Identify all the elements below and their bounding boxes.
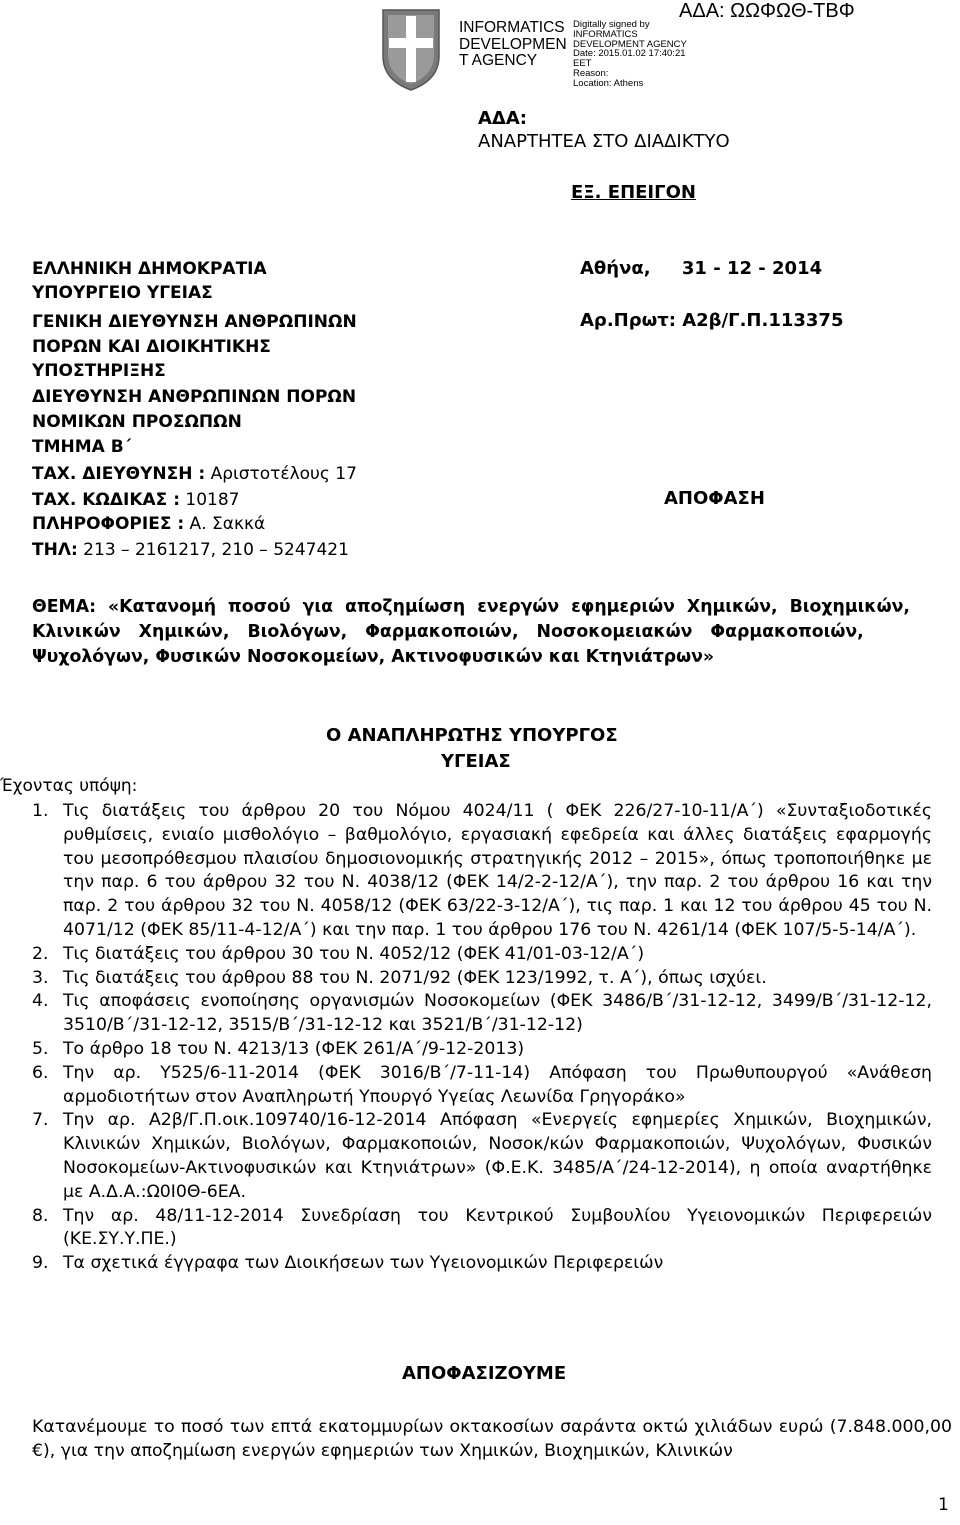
list-item-number: 6. [32,1062,49,1083]
list-item-text: Την αρ. Υ525/6-11-2014 (ΦΕΚ 3016/Β΄/7-11-14) Απόφαση του Πρωθυπουργού «Ανάθεση αρμοδιοτήτων στον Αναπληρωτή Υπουργό Υγείας Λεωνίδα Γρηγοράκο» [63,1062,932,1107]
postcode-line [32,488,240,512]
list-item-text: Την αρ. 48/11-12-2014 Συνεδρίαση του Κεντρικού Συμβουλίου Υγειονομικών Περιφερειών (ΚΕ.ΣΥ.Υ.ΠΕ.) [63,1205,932,1250]
list-item [32,1205,932,1253]
info-label: ΠΛΗΡΟΦΟΡΙΕΣ : [32,514,185,534]
protocol-number: Αρ.Πρωτ: Α2β/Γ.Π.113375 [580,310,844,331]
decision-text: Κατανέμουμε το ποσό των επτά εκατομμυρίων οκτακοσίων σαράντα οκτώ χιλιάδων ευρώ (7.848.000,00 €), για την αποζημίωση ενεργών εφημεριών των Χημικών, Βιοχημικών, Κλινικών [32,1417,952,1461]
list-item [32,1062,932,1110]
ada-code-top: ΑΔΑ: ΩΩΦΩΘ-ΤΒΦ [679,0,855,22]
list-item-number: 1. [32,801,49,821]
phone-line [32,538,349,562]
address-value: Αριστοτέλους 17 [205,464,357,484]
list-item-number: 8. [32,1205,49,1226]
considering-label: Έχοντας υπόψη: [0,776,138,796]
phone-value: 213 – 2161217, 210 – 5247421 [77,540,349,560]
sender-line: ΥΠΟΥΡΓΕΙΟ ΥΓΕΙΑΣ [32,283,213,303]
postcode-label: ΤΑΧ. ΚΩΔΙΚΑΣ : [32,490,181,510]
list-item-number: 4. [32,991,49,1012]
list-item [32,943,932,967]
subject-line: Ψυχολόγων, Φυσικών Νοσοκομείων, Ακτινοφυσικών και Κτηνιάτρων» [32,647,715,667]
sender-line: ΤΜΗΜΑ Β΄ [32,437,132,457]
list-item [32,1252,932,1276]
list-item-text: Το άρθρο 18 του Ν. 4213/13 (ΦΕΚ 261/Α΄/9-12-2013) [63,1038,525,1059]
sender-line: ΥΠΟΣΤΗΡΙΞΗΣ [32,361,166,381]
digital-signature-details: Digitally signed by INFORMATICS DEVELOPMENT AGENCY Date: 2015.01.02 17:40:21 EET Reason: Location: Athens [573,19,687,89]
publish-note: ΑΝΑΡΤΗΤΕΑ ΣΤΟ ΔΙΑΔΙΚΤΥΟ [478,131,730,152]
page-number: 1 [938,1495,949,1515]
sender-line: ΕΛΛΗΝΙΚΗ ΔΗΜΟΚΡΑΤΙΑ [32,259,267,279]
list-item [32,990,932,1038]
sender-line: ΝΟΜΙΚΩΝ ΠΡΟΣΩΠΩΝ [32,412,242,432]
list-item-number: 7. [32,1110,49,1131]
list-item [32,967,932,991]
list-item-text: Τα σχετικά έγγραφα των Διοικήσεων των Υγειονομικών Περιφερειών [63,1253,664,1274]
sender-line: ΔΙΕΥΘΥΝΣΗ ΑΝΘΡΩΠΙΝΩΝ ΠΟΡΩΝ [32,387,357,407]
address-label: ΤΑΧ. ΔΙΕΥΘΥΝΣΗ : [32,464,206,484]
postcode-value: 10187 [180,490,240,510]
urgent-label: ΕΞ. ΕΠΕΙΓΟΝ [571,182,696,203]
sender-line: ΠΟΡΩΝ ΚΑΙ ΔΙΟΙΚΗΤΙΚΗΣ [32,337,271,357]
info-value: Α. Σακκά [184,514,266,534]
address-line [32,462,357,486]
authority-title: Ο ΑΝΑΠΛΗΡΩΤΗΣ ΥΠΟΥΡΓΟΣ [326,725,618,746]
phone-label: ΤΗΛ: [32,540,78,560]
list-item-text: Τις διατάξεις του άρθρου 30 του Ν. 4052/12 (ΦΕΚ 41/01-03-12/Α΄) [63,943,645,964]
list-item-text: Τις αποφάσεις ενοποίησης οργανισμών Νοσοκομείων (ΦΕΚ 3486/Β΄/31-12-12, 3499/Β΄/31-12-12, 3510/Β΄/31-12-12, 3515/Β΄/31-12-12 και 3521/Β΄/31-12-12) [63,991,932,1036]
greek-coat-of-arms-emblem [377,4,445,92]
decision-heading: ΑΠΟΦΑΣΙΖΟΥΜΕ [402,1363,567,1384]
sender-line: ΓΕΝΙΚΗ ΔΙΕΥΘΥΝΣΗ ΑΝΘΡΩΠΙΝΩΝ [32,312,357,332]
list-item-number: 2. [32,943,49,964]
authority-ministry: ΥΓΕΙΑΣ [441,751,511,772]
subject-line: Κλινικών Χημικών, Βιολόγων, Φαρμακοποιών, Νοσοκομειακών Φαρμακοποιών, [32,622,864,642]
list-item [32,1038,932,1062]
place-date: Αθήνα, 31 - 12 - 2014 [580,258,823,279]
digital-signature-name: INFORMATICS DEVELOPMEN T AGENCY [459,19,567,69]
ada-label: ΑΔΑ: [478,108,527,129]
list-item-number: 3. [32,967,49,988]
list-item-text: Την αρ. Α2β/Γ.Π.οικ.109740/16-12-2014 Απόφαση «Ενεργείς εφημερίες Χημικών, Βιοχημικών, Κλινικών Χημικών, Βιολόγων, Φαρμακοποιών, Νοσοκ/κών Φαρμακοποιών, Ψυχολόγων, Φυσικών Νοσοκομείων-Ακτινοφυσικών και Κτηνιάτρων» (Φ.Ε.Κ. 3485/Α΄/24-12-2014), η οποία αναρτήθηκε με Α.Δ.Α.:Ω0Ι0Θ-6ΕΑ. [63,1110,932,1202]
list-item [32,1109,932,1204]
list-item-number: 5. [32,1038,49,1059]
subject-line: ΘΕΜΑ: «Κατανομή ποσού για αποζημίωση ενεργών εφημεριών Χημικών, Βιοχημικών, [32,597,910,617]
list-item-text: Τις διατάξεις του άρθρου 20 του Νόμου 4024/11 ( ΦΕΚ 226/27-10-11/Α΄) «Συνταξιοδοτικές ρυθμίσεις, ενιαίο μισθολόγιο – βαθμολόγιο, εργασιακή εφεδρεία και άλλες διατάξεις εφαρμογής του μεσοπρόθεσμου πλαισίου δημοσιονομικής στρατηγικής 2012 – 2015», όπως τροποποιήθηκε με την παρ. 6 του άρθρου 32 του Ν. 4038/12 (ΦΕΚ 14/2-2-12/Α΄), την παρ. 2 του άρθρου 16 και την παρ. 2 του άρθρου 32 του Ν. 4058/12 (ΦΕΚ 63/22-3-12/Α΄), τις παρ. 1 και 12 του άρθρου 45 του Ν. 4071/12 (ΦΕΚ 85/11-4-12/Α΄) και την παρ. 1 του άρθρου 176 του Ν. 4261/14 (ΦΕΚ 107/5-5-14/Α΄). [63,801,932,940]
list-item-number: 9. [32,1253,49,1274]
info-line [32,512,265,536]
document-type: ΑΠΟΦΑΣΗ [664,488,765,509]
list-item-text: Τις διατάξεις του άρθρου 88 του Ν. 2071/92 (ΦΕΚ 123/1992, τ. Α΄), όπως ισχύει. [63,967,767,988]
list-item [32,800,932,943]
considerations-list [32,800,932,1276]
